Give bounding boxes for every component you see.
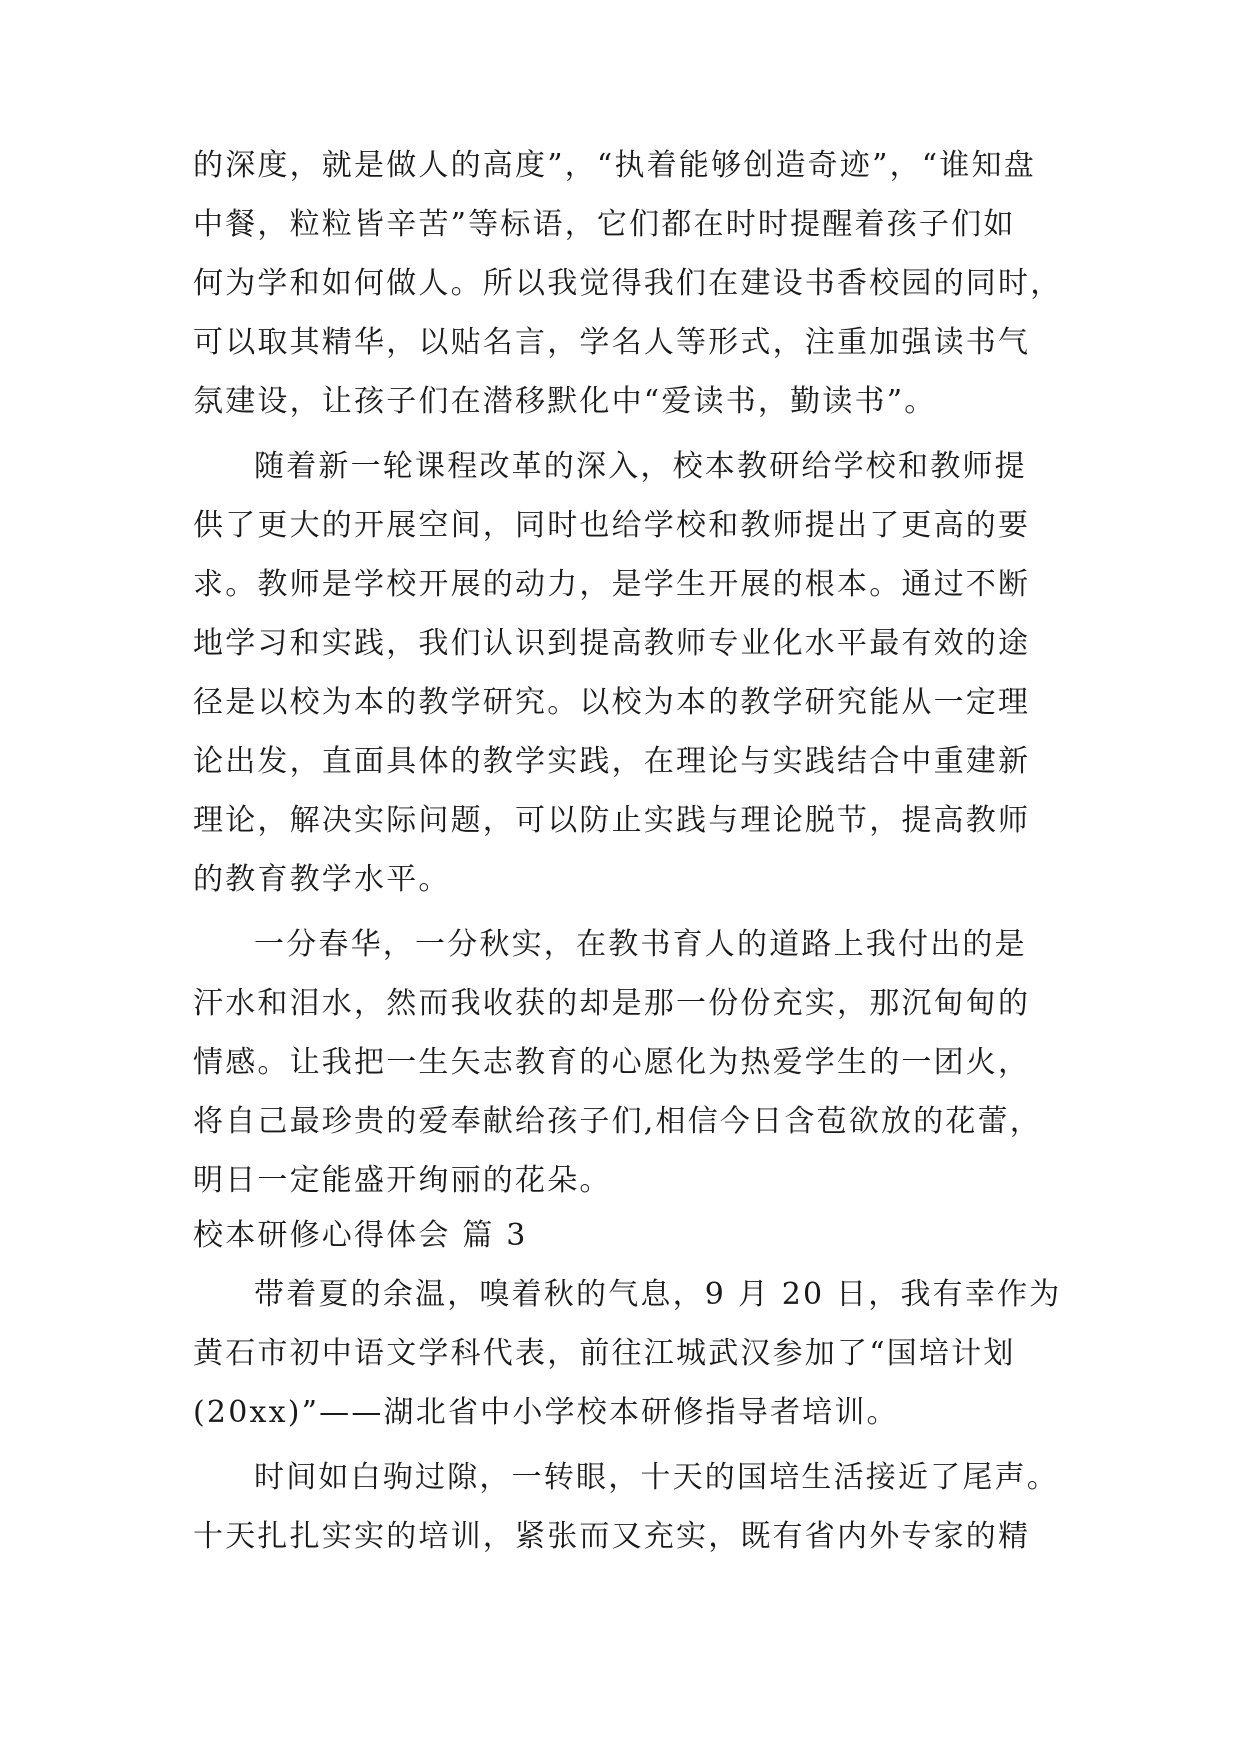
text-line: 供了更大的开展空间，同时也给学校和教师提出了更高的要 <box>193 508 1031 543</box>
text-line: 何为学和如何做人。所以我觉得我们在建设书香校园的同时， <box>193 266 1063 301</box>
text-line: 的教育教学水平。 <box>193 862 451 897</box>
paragraph-first-line: 带着夏的余温，嗅着秋的气息，9 月 20 日，我有幸作为 <box>254 1277 1062 1312</box>
text-line: 径是以校为本的教学研究。以校为本的教学研究能从一定理 <box>193 685 1031 720</box>
text-line: (20xx)”——湖北省中小学校本研修指导者培训。 <box>193 1395 899 1430</box>
paragraph-first-line: 随着新一轮课程改革的深入，校本教研给学校和教师提 <box>254 449 1027 484</box>
text-line: 的深度，就是做人的高度”，“执着能够创造奇迹”，“谁知盘 <box>193 148 1036 183</box>
text-line: 理论，解决实际问题，可以防止实践与理论脱节，提高教师 <box>193 803 1031 838</box>
text-line: 黄石市初中语文学科代表，前往江城武汉参加了“国培计划 <box>193 1336 1016 1371</box>
text-line: 情感。让我把一生矢志教育的心愿化为热爱学生的一团火， <box>193 1045 1031 1080</box>
text-line: 将自己最珍贵的爱奉献给孩子们,相信今日含苞欲放的花蕾， <box>193 1104 1042 1139</box>
text-line: 明日一定能盛开绚丽的花朵。 <box>193 1163 612 1198</box>
section-heading: 校本研修心得体会 篇 3 <box>193 1218 528 1253</box>
paragraph-first-line: 时间如白驹过隙，一转眼，十天的国培生活接近了尾声。 <box>254 1460 1059 1495</box>
text-line: 可以取其精华，以贴名言，学名人等形式，注重加强读书气 <box>193 325 1031 360</box>
text-line: 求。教师是学校开展的动力，是学生开展的根本。通过不断 <box>193 567 1031 602</box>
text-line: 氛建设，让孩子们在潜移默化中“爱读书，勤读书”。 <box>193 384 937 419</box>
text-line: 论出发，直面具体的教学实践，在理论与实践结合中重建新 <box>193 744 1031 779</box>
paragraph-first-line: 一分春华，一分秋实，在教书育人的道路上我付出的是 <box>254 927 1027 962</box>
text-line: 地学习和实践，我们认识到提高教师专业化水平最有效的途 <box>193 626 1031 661</box>
text-line: 十天扎扎实实的培训，紧张而又充实，既有省内外专家的精 <box>193 1519 1031 1554</box>
text-line: 汗水和泪水，然而我收获的却是那一份份充实，那沉甸甸的 <box>193 986 1031 1021</box>
text-line: 中餐，粒粒皆辛苦”等标语，它们都在时时提醒着孩子们如 <box>193 207 1016 242</box>
